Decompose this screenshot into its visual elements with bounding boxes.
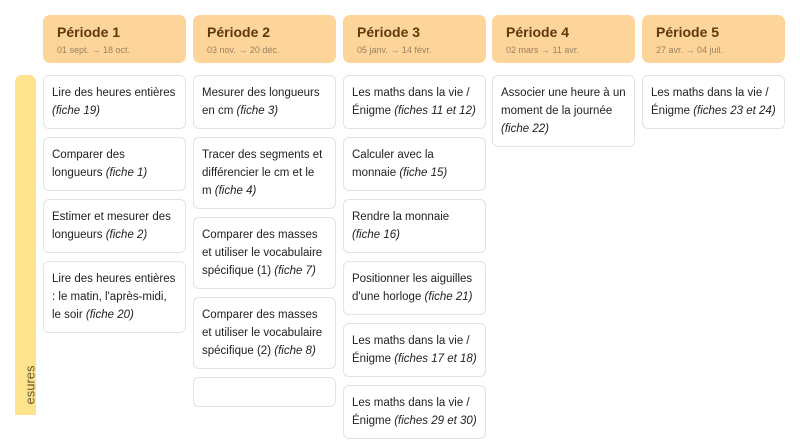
- lesson-title: Les maths dans la vie / Énigme: [352, 397, 470, 427]
- lesson-ref: (fiche 8): [274, 345, 316, 357]
- lesson-title: Mesurer des longueurs en cm: [202, 87, 320, 117]
- lesson-title: Calculer avec la monnaie: [352, 149, 434, 179]
- lesson-ref: (fiche 1): [105, 167, 148, 179]
- period-title: Période 3: [357, 24, 421, 40]
- lesson-ref: (fiches 11 et 12): [394, 105, 476, 117]
- lesson-title: Lire des heures entières : le matin, l'après-midi, le soir: [52, 273, 176, 321]
- lesson-card[interactable]: [43, 199, 186, 253]
- lesson-title: Associer une heure à un moment de la journée: [501, 87, 626, 117]
- lesson-card[interactable]: [642, 75, 785, 129]
- lesson-title: Comparer des masses et utiliser le vocabulaire spécifique (2): [202, 309, 323, 357]
- lesson-ref: (fiche 3): [236, 105, 279, 117]
- period-cards: [642, 75, 785, 129]
- lesson-card[interactable]: [193, 297, 336, 369]
- domain-label: esures: [22, 365, 37, 405]
- lesson-card[interactable]: [43, 137, 186, 191]
- lesson-ref: (fiches 23 et 24): [693, 105, 776, 117]
- lesson-ref: (fiche 16): [352, 229, 400, 241]
- lesson-ref: (fiche 4): [214, 185, 257, 197]
- period-dates: 05 janv. → 14 févr.: [357, 45, 432, 55]
- period-title: Période 5: [656, 24, 720, 40]
- lesson-card[interactable]: [343, 75, 486, 129]
- period-dates: 01 sept. → 18 oct.: [57, 45, 131, 55]
- period-title: Période 4: [506, 24, 570, 40]
- lesson-card[interactable]: [343, 323, 486, 377]
- period-header: [193, 15, 336, 63]
- lesson-ref: (fiches 17 et 18): [394, 353, 477, 365]
- lesson-card[interactable]: [193, 217, 336, 289]
- lesson-title: Comparer des masses et utiliser le vocabulaire spécifique (1): [202, 229, 323, 277]
- lesson-card[interactable]: [43, 75, 186, 129]
- lesson-title: Les maths dans la vie / Énigme: [352, 87, 470, 117]
- lesson-card[interactable]: [193, 137, 336, 209]
- lesson-ref: (fiche 7): [274, 265, 316, 277]
- period-cards: [43, 75, 186, 333]
- period-dates: 03 nov. → 20 déc.: [207, 45, 280, 55]
- lesson-card[interactable]: [193, 75, 336, 129]
- lesson-card[interactable]: [343, 261, 486, 315]
- lesson-ref: (fiche 15): [399, 167, 448, 179]
- lesson-title: Les maths dans la vie / Énigme: [352, 335, 470, 365]
- lesson-title: Positionner les aiguilles d'une horloge: [352, 273, 473, 303]
- lesson-ref: (fiche 22): [501, 123, 549, 135]
- lesson-card[interactable]: [343, 199, 486, 253]
- lesson-title: Tracer des segments et différencier le cm et le m: [202, 149, 323, 197]
- period-header: [343, 15, 486, 63]
- lesson-ref: (fiche 20): [85, 309, 134, 321]
- period-title: Période 1: [57, 24, 121, 40]
- lesson-card[interactable]: [492, 75, 635, 147]
- lesson-card[interactable]: [343, 385, 486, 439]
- domain-label-wrap: [15, 75, 37, 405]
- period-header: [492, 15, 635, 63]
- lesson-title: Lire des heures entières: [52, 87, 176, 99]
- period-column-1: [43, 15, 186, 341]
- lesson-card[interactable]: [343, 137, 486, 191]
- period-column-5: [642, 15, 785, 137]
- lesson-title: Les maths dans la vie / Énigme: [651, 87, 769, 117]
- period-cards: [343, 75, 486, 439]
- period-dates: 02 mars → 11 avr.: [506, 45, 579, 55]
- lesson-title: Comparer des longueurs: [52, 149, 125, 179]
- lesson-title: Rendre la monnaie: [352, 211, 450, 223]
- period-dates: 27 avr. → 04 juil.: [656, 45, 724, 55]
- period-column-4: [492, 15, 635, 155]
- lesson-ref: (fiche 21): [424, 291, 473, 303]
- lesson-ref: (fiche 19): [52, 105, 100, 117]
- lesson-card[interactable]: [193, 377, 336, 407]
- lesson-title: Estimer et mesurer des longueurs: [52, 211, 171, 241]
- period-column-2: [193, 15, 336, 415]
- period-title: Période 2: [207, 24, 271, 40]
- lesson-ref: (fiches 29 et 30): [394, 415, 477, 427]
- period-cards: [492, 75, 635, 147]
- period-column-3: [343, 15, 486, 447]
- period-header: [43, 15, 186, 63]
- period-cards: [193, 75, 336, 407]
- lesson-ref: (fiche 2): [105, 229, 148, 241]
- period-header: [642, 15, 785, 63]
- lesson-card[interactable]: [43, 261, 186, 333]
